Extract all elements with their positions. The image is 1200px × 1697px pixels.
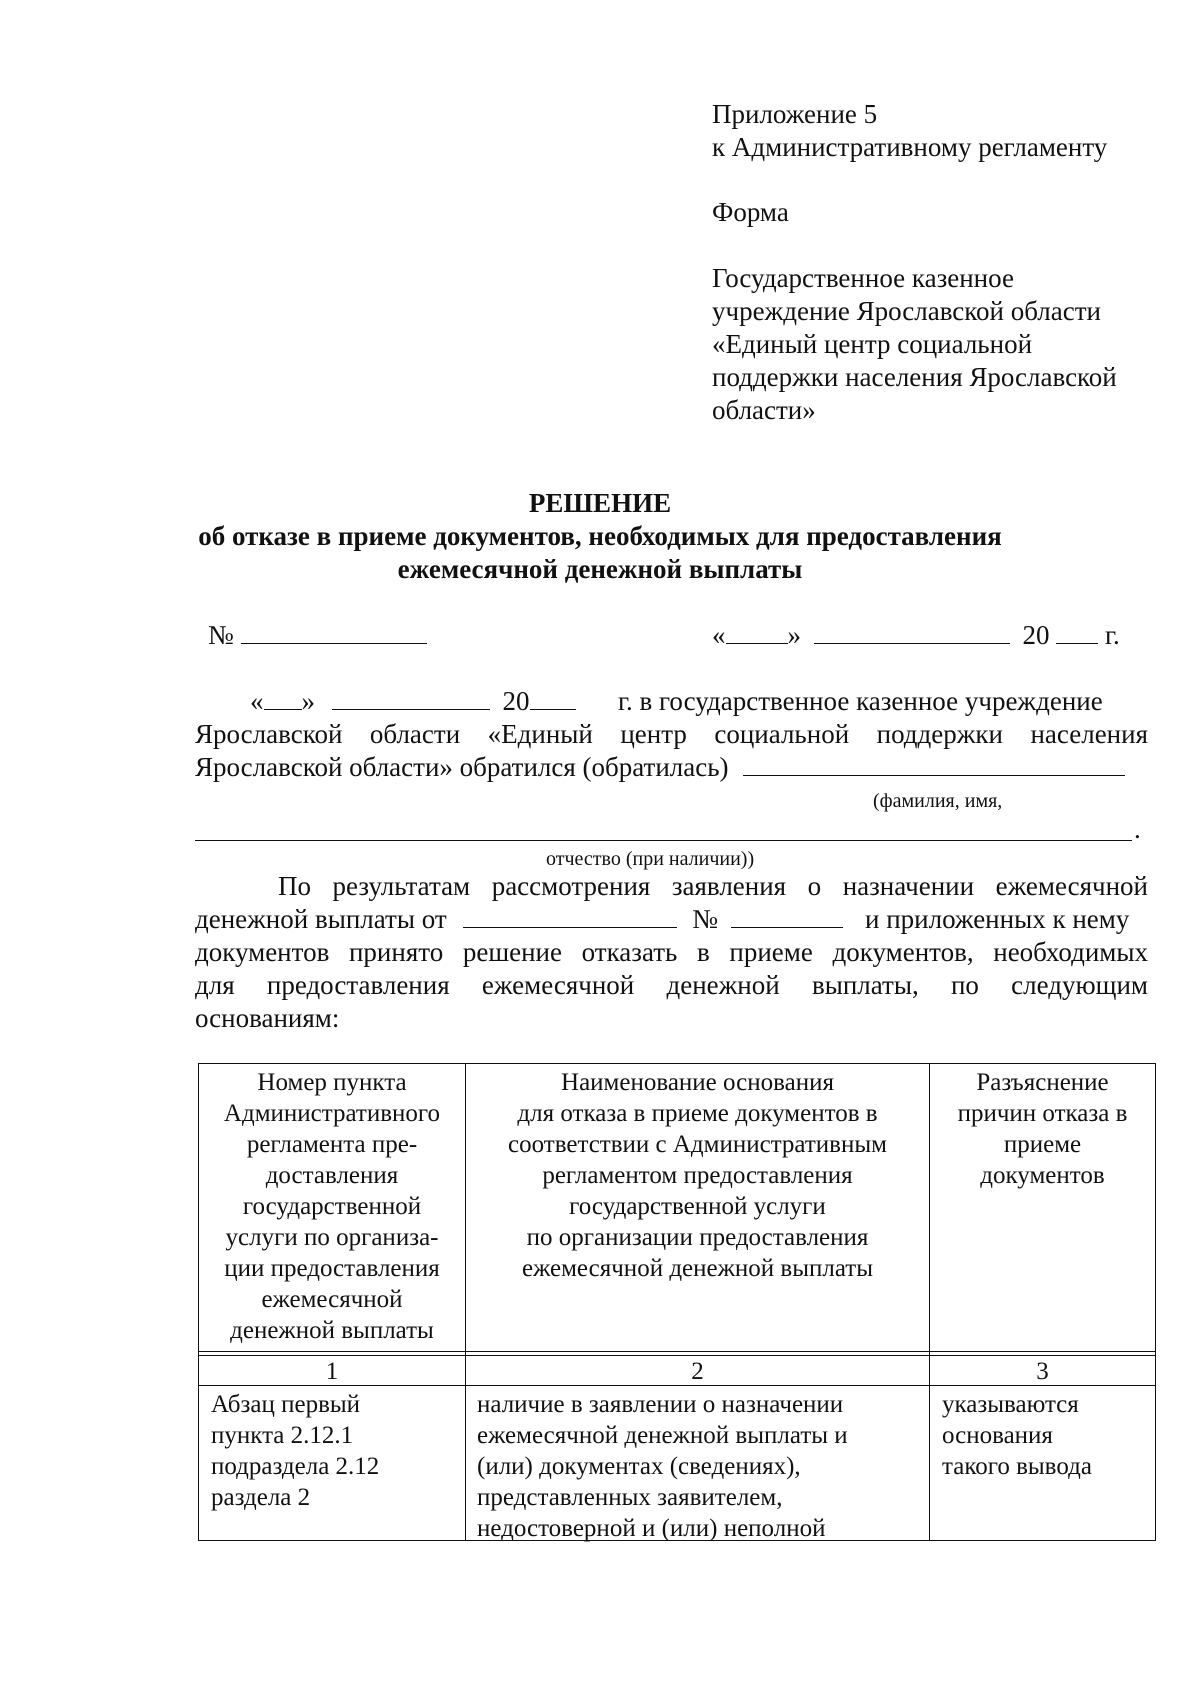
row1-cell-3 — [942, 1389, 1152, 1482]
form-label: Форма — [712, 197, 789, 227]
header-1-line: услуги по организа- — [225, 1224, 439, 1251]
header-1-line: Номер пункта — [257, 1069, 407, 1096]
para2-line3-text: документов принято решение отказать в приеме документов, необходимых — [195, 937, 1148, 967]
para2-line5: основаниям: — [195, 1003, 340, 1033]
appendix-label: Приложение 5 — [712, 99, 878, 129]
col-number-2: 2 — [691, 1358, 704, 1385]
org-line-4: поддержки населения Ярославской — [712, 362, 1117, 392]
para2-line4-text: для предоставления ежемесячной денежной выплаты, по следующим — [195, 970, 1148, 1000]
para1-line1-left — [250, 686, 576, 717]
p1-quote-close: » — [301, 686, 315, 716]
quote-close: » — [787, 620, 801, 650]
header-1-line: регламента пре- — [246, 1131, 418, 1158]
row1-c2-line: недостоверной и (или) неполной — [477, 1515, 826, 1542]
row1-cell-1 — [211, 1389, 461, 1513]
header-1-line: ции предоставления — [224, 1255, 440, 1282]
org-line-5: области» — [712, 395, 816, 425]
row1-c1-line: пункта 2.12.1 — [211, 1422, 354, 1449]
day-blank — [726, 621, 788, 644]
row1-c2-line: (или) документах (сведениях), — [477, 1453, 801, 1480]
p1-month-blank — [332, 687, 490, 710]
para2-line4 — [195, 970, 1148, 1001]
row1-c2-line: ежемесячной денежной выплаты и — [477, 1422, 848, 1449]
number-field — [208, 620, 427, 651]
header-1-line: ежемесячной — [261, 1286, 403, 1313]
table-right-border — [1155, 1063, 1156, 1541]
org-line-3: «Единый центр социальной — [712, 329, 1033, 359]
header-2-line: для отказа в приеме документов в — [517, 1100, 878, 1127]
header-3-line: Разъяснение — [976, 1069, 1109, 1096]
header-2-line: государственной услуги — [569, 1193, 826, 1220]
col-number-3: 3 — [1036, 1358, 1049, 1385]
row1-c1-line: подраздела 2.12 — [211, 1453, 380, 1480]
regulation-reference: к Административному регламенту — [712, 132, 1108, 162]
row1-c1-line: Абзац первый — [211, 1391, 361, 1418]
number-blank — [241, 621, 427, 644]
para1-line3 — [195, 752, 1125, 783]
line-end-dot: . — [1134, 814, 1141, 844]
document-title: РЕШЕНИЕ — [528, 488, 672, 518]
para1-line1-rest: г. в государственное казенное учреждение — [618, 686, 1103, 716]
para2-line3 — [195, 937, 1148, 968]
patronymic-line — [195, 840, 1132, 841]
para2-line2 — [195, 904, 843, 935]
p1-year-prefix: 20 — [502, 686, 530, 716]
table-top-border — [198, 1063, 1156, 1064]
date-field — [712, 620, 1120, 651]
header-1-line: государственной — [242, 1193, 422, 1220]
year-suffix: г. — [1105, 620, 1120, 650]
header-3-line: причин отказа в — [957, 1100, 1128, 1127]
document-subtitle-2: ежемесячной денежной выплаты — [397, 554, 803, 584]
row1-c3-line: такого вывода — [942, 1453, 1092, 1480]
statement-number-blank — [731, 905, 843, 928]
para1-line2 — [195, 719, 1148, 750]
header-2-line: Наименование основания — [561, 1069, 834, 1096]
statement-date-blank — [463, 905, 677, 928]
header-cell-3 — [930, 1067, 1155, 1191]
row1-c3-line: основания — [942, 1422, 1053, 1449]
header-2-line: по организации предоставления — [526, 1224, 869, 1251]
header-3-line: документов — [980, 1162, 1105, 1189]
document-subtitle-1: об отказе в приеме документов, необходимых для предоставления — [198, 521, 1002, 551]
header-3-line: приеме — [1003, 1131, 1082, 1158]
header-2-line: ежемесячной денежной выплаты — [521, 1255, 874, 1282]
header-1-line: Административного — [223, 1100, 441, 1127]
org-line-2: учреждение Ярославской области — [712, 296, 1101, 326]
p1-year-blank — [530, 687, 576, 710]
header-1-line: денежной выплаты — [230, 1317, 434, 1344]
header-2-line: регламентом предоставления — [542, 1162, 853, 1189]
row1-c2-line: наличие в заявлении о назначении — [477, 1391, 844, 1418]
month-blank — [814, 621, 1010, 644]
row1-c2-line: представленных заявителем, — [477, 1484, 783, 1511]
org-line-1: Государственное казенное — [712, 263, 1014, 293]
para2-line1 — [278, 871, 1148, 902]
para2-number-sign: № — [692, 904, 718, 934]
table-header-bottom — [198, 1351, 1156, 1352]
p1-quote-open: « — [250, 686, 264, 716]
year-prefix: 20 — [1022, 620, 1050, 650]
header-2-line: соответствии с Административным — [508, 1131, 887, 1158]
para2-from: денежной выплаты от — [195, 904, 447, 934]
para1-line3-text: Ярославской области» обратился (обратилась) — [195, 752, 729, 782]
header-cell-1 — [199, 1067, 465, 1346]
row1-c3-line: указываются — [942, 1391, 1079, 1418]
year-blank — [1056, 621, 1098, 644]
header-cell-2 — [466, 1067, 929, 1284]
col-number-1: 1 — [325, 1358, 339, 1385]
row1-c1-line: раздела 2 — [211, 1484, 311, 1511]
hint-surname-name: (фамилия, имя, — [873, 790, 1003, 812]
para2-line1-text: По результатам рассмотрения заявления о назначении ежемесячной — [278, 871, 1148, 901]
header-1-line: доставления — [265, 1162, 399, 1189]
row1-cell-2 — [477, 1389, 925, 1544]
para2-line2-end: и приложенных к нему — [865, 904, 1130, 934]
quote-open: « — [712, 620, 726, 650]
number-sign: № — [208, 620, 234, 650]
p1-day-blank — [264, 687, 302, 710]
hint-patronymic: отчество (при наличии)) — [546, 848, 755, 870]
para1-line2-text: Ярославской области «Единый центр социальной поддержки населения — [195, 719, 1148, 749]
name-blank — [743, 753, 1125, 776]
